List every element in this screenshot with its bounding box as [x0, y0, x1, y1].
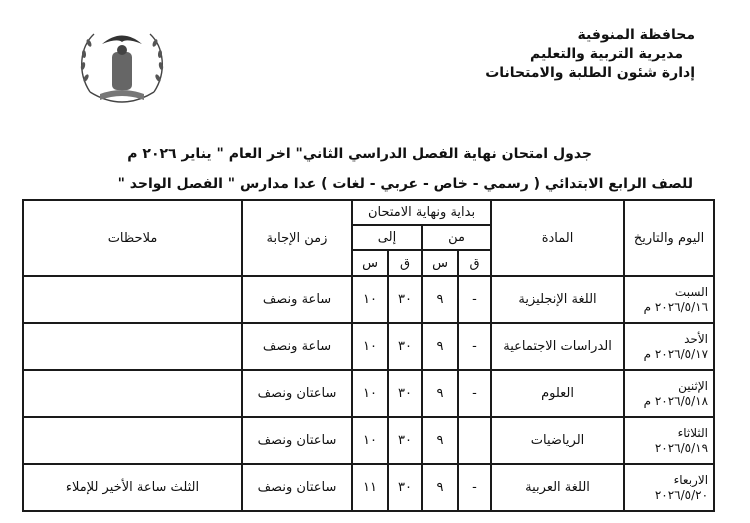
to-q-cell: ٣٠	[388, 276, 422, 323]
from-s-cell: ٩	[422, 323, 458, 370]
col-header-subject: المادة	[491, 200, 624, 276]
to-q-cell: ٣٠	[388, 417, 422, 464]
notes-cell	[23, 417, 242, 464]
notes-cell: الثلث ساعة الأخير للإملاء	[23, 464, 242, 511]
to-s-cell: ١٠	[352, 276, 388, 323]
department-name: إدارة شئون الطلبة والامتحانات	[485, 65, 695, 81]
directorate-name: مديرية التربية والتعليم	[530, 46, 683, 62]
subject-cell: اللغة العربية	[491, 464, 624, 511]
notes-cell	[23, 370, 242, 417]
exam-schedule-table	[22, 199, 715, 512]
table-row	[23, 417, 714, 464]
to-s-cell: ١١	[352, 464, 388, 511]
from-q-cell	[458, 417, 491, 464]
to-q-cell: ٣٠	[388, 464, 422, 511]
governorate-emblem	[72, 22, 172, 114]
from-q-cell: -	[458, 276, 491, 323]
table-row	[23, 276, 714, 323]
subject-cell: العلوم	[491, 370, 624, 417]
col-header-start-end: بداية ونهاية الامتحان	[352, 200, 491, 225]
to-s-cell: ١٠	[352, 323, 388, 370]
subject-cell: اللغة الإنجليزية	[491, 276, 624, 323]
to-q-cell: ٣٠	[388, 370, 422, 417]
from-s-cell: ٩	[422, 464, 458, 511]
col-header-to-q: ق	[388, 250, 422, 276]
day-date-cell: الأحد ٢٠٢٦/٥/١٧ م	[624, 323, 714, 370]
col-header-from-s: س	[422, 250, 458, 276]
subject-cell: الدراسات الاجتماعية	[491, 323, 624, 370]
table-row	[23, 464, 714, 511]
schedule-subtitle: للصف الرابع الابتدائي ( رسمي - خاص - عربي - لغات ) عدا مدارس " الفصل الواحد "	[117, 176, 693, 192]
from-q-cell: -	[458, 370, 491, 417]
duration-cell: ساعتان ونصف	[242, 464, 352, 511]
from-s-cell: ٩	[422, 370, 458, 417]
governorate-name: محافظة المنوفية	[577, 27, 695, 43]
day-date-cell: السبت ٢٠٢٦/٥/١٦ م	[624, 276, 714, 323]
to-s-cell: ١٠	[352, 417, 388, 464]
from-s-cell: ٩	[422, 417, 458, 464]
schedule-title: جدول امتحان نهاية الفصل الدراسي الثاني" اخر العام " يناير ٢٠٢٦ م	[127, 146, 592, 162]
notes-cell	[23, 276, 242, 323]
duration-cell: ساعتان ونصف	[242, 370, 352, 417]
day-date-cell: الاربعاء ٢٠٢٦/٥/٢٠	[624, 464, 714, 511]
col-header-notes: ملاحظات	[23, 200, 242, 276]
subject-cell: الرياضيات	[491, 417, 624, 464]
day-date-cell: الثلاثاء ٢٠٢٦/٥/١٩	[624, 417, 714, 464]
from-q-cell: -	[458, 323, 491, 370]
col-header-to: إلى	[352, 225, 422, 250]
notes-cell	[23, 323, 242, 370]
duration-cell: ساعة ونصف	[242, 323, 352, 370]
to-q-cell: ٣٠	[388, 323, 422, 370]
col-header-to-s: س	[352, 250, 388, 276]
col-header-day: اليوم والتاريخ	[624, 200, 714, 276]
authority-header	[485, 26, 695, 83]
col-header-from: من	[422, 225, 491, 250]
col-header-from-q: ق	[458, 250, 491, 276]
day-date-cell: الإثنين ٢٠٢٦/٥/١٨ م	[624, 370, 714, 417]
to-s-cell: ١٠	[352, 370, 388, 417]
table-row	[23, 370, 714, 417]
duration-cell: ساعتان ونصف	[242, 417, 352, 464]
from-s-cell: ٩	[422, 276, 458, 323]
table-row	[23, 323, 714, 370]
from-q-cell: -	[458, 464, 491, 511]
duration-cell: ساعة ونصف	[242, 276, 352, 323]
col-header-duration: زمن الإجابة	[242, 200, 352, 276]
